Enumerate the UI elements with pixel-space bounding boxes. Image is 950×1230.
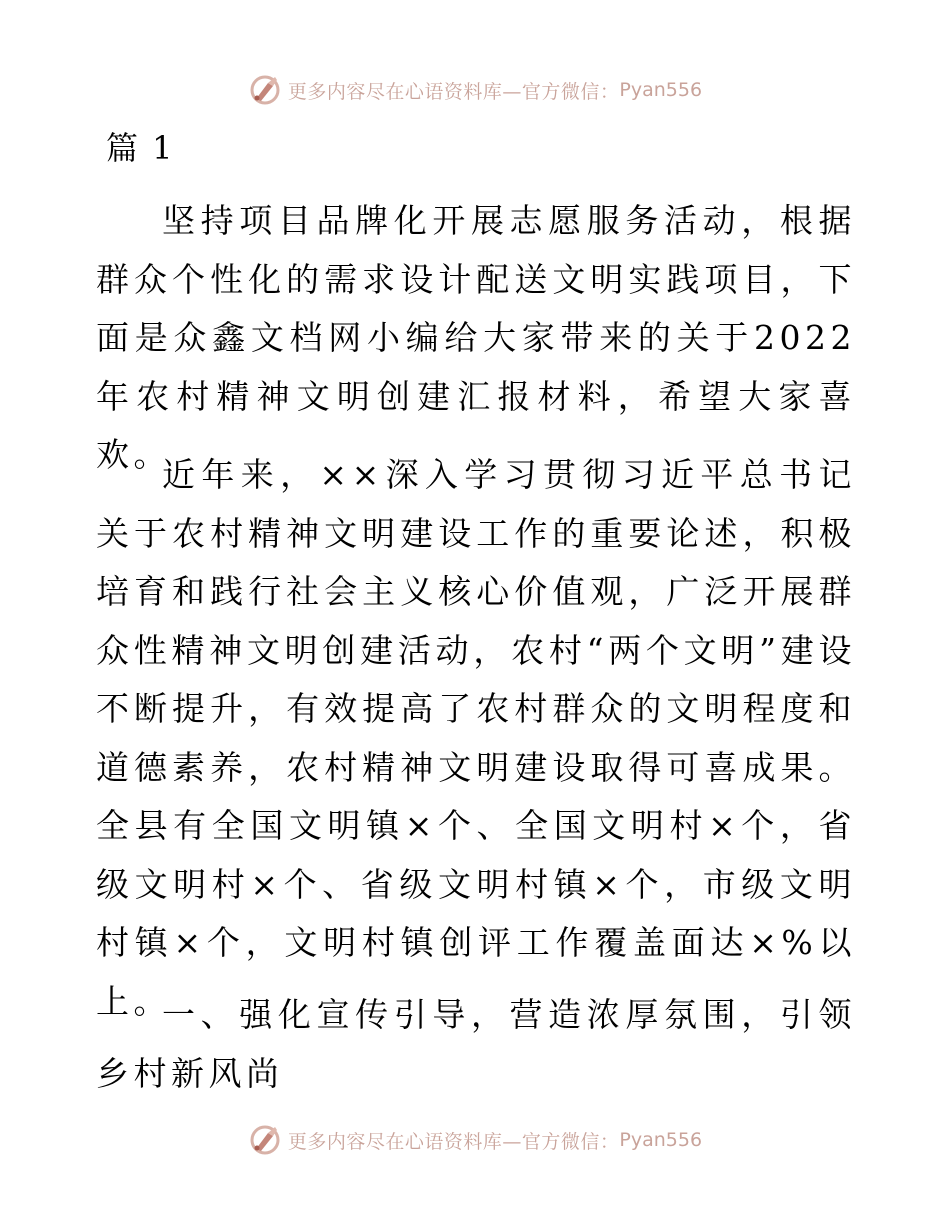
watermark-wechat-id: Pyan556 bbox=[619, 1129, 703, 1151]
quill-pen-icon bbox=[248, 73, 282, 107]
watermark-wechat-id: Pyan556 bbox=[619, 79, 703, 101]
section-heading: 篇 1 bbox=[106, 129, 175, 167]
watermark-text: 更多内容尽在心语资料库—官方微信： bbox=[287, 80, 620, 103]
paragraph-section-one: 一、强化宣传引导，营造浓厚氛围，引领乡村新风尚 bbox=[96, 995, 856, 1093]
paragraph-overview: 近年来，××深入学习贯彻习近平总书记关于农村精神文明建设工作的重要论述，积极培育和践行社会主义核心价值观，广泛开展群众性精神文明创建活动，农村“两个文明”建设不断提升，有效提高了农村群众的文明程度和道德素养，农村精神文明建设取得可喜成果。全县有全国文明镇×个、全国文明村×个，省级文明村×个、省级文明村镇×个，市级文明村镇×个，文明村镇创评工作覆盖面达×%以上。 bbox=[96, 455, 856, 1021]
quill-pen-icon bbox=[248, 1123, 282, 1157]
watermark-text: 更多内容尽在心语资料库—官方微信： bbox=[287, 1130, 620, 1153]
paragraph-intro: 坚持项目品牌化开展志愿服务活动，根据群众个性化的需求设计配送文明实践项目，下面是众鑫文档网小编给大家带来的关于2022年农村精神文明创建汇报材料，希望大家喜欢。 bbox=[96, 201, 856, 474]
watermark-banner-bottom bbox=[0, 1120, 950, 1160]
watermark-banner-top bbox=[0, 70, 950, 110]
